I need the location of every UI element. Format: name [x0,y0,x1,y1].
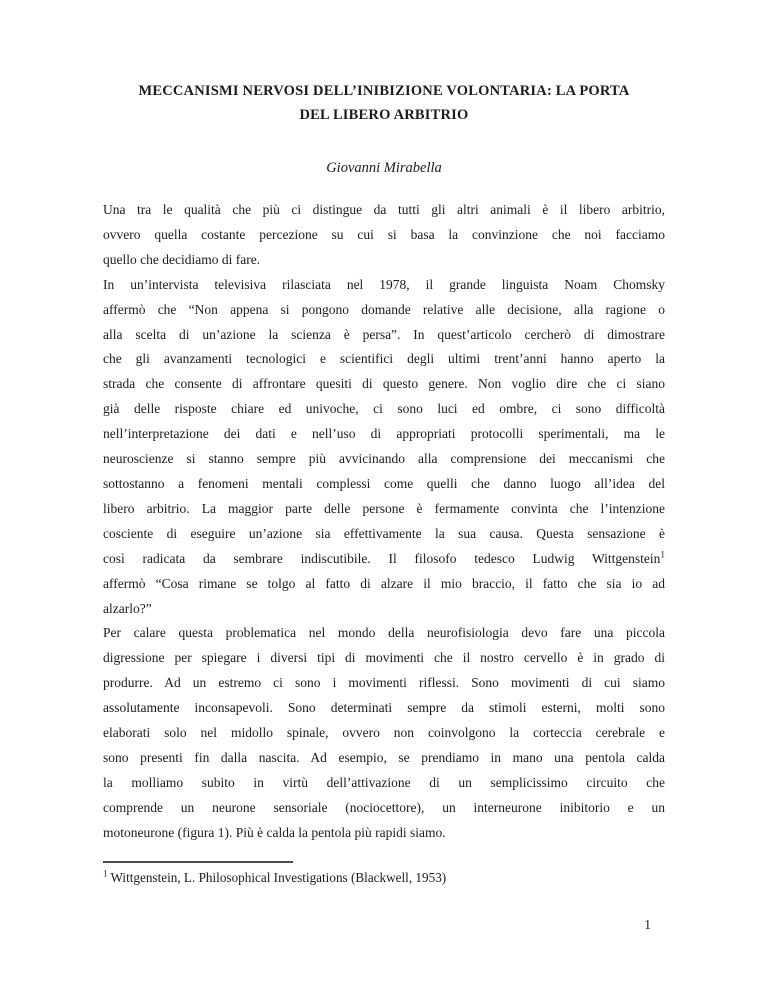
page-number: 1 [644,917,651,932]
body-line: assolutamente inconsapevoli. Sono determinati sempre da stimoli esterni, molti sono [103,700,665,716]
body-line: affermò che “Non appena si pongono domande relative alle decisione, alla ragione o [103,301,665,317]
body-line: alla scelta di un’azione la scienza è persa”. In quest’articolo cercherò di dimostrare [103,326,665,342]
body-line: neuroscienze si stanno sempre più avvicinando alla comprensione dei meccanismi che [103,451,665,467]
body-line: quello che decidiamo di fare. [103,251,261,267]
body-line: ovvero quella costante percezione su cui si basa la convinzione che noi facciamo [103,226,665,242]
body-line: motoneurone (figura 1). Più è calda la pentola più rapidi siamo. [103,824,446,840]
article-title-line-2: DEL LIBERO ARBITRIO [299,106,469,123]
body-line: affermò “Cosa rimane se tolgo al fatto di alzare il mio braccio, il fatto che sia io ad [103,575,665,591]
body-line: nell’interpretazione dei dati e nell’uso di appropriati protocolli sperimentali, ma le [103,426,665,442]
footnote [103,868,665,888]
paragraph [103,273,665,622]
doc-header [103,80,665,178]
footnote-separator [103,861,293,863]
author-name: Giovanni Mirabella [326,160,442,176]
body-line: sono presenti fin dalla nascita. Ad esempio, se prendiamo in mano una pentola calda [103,749,665,765]
footnote-text: Wittgenstein, L. Philosophical Investigations (Blackwell, 1953) [110,870,447,885]
body-line: che gli avanzamenti tecnologici e scientifici degli ultimi trent’anni hanno aperto la [103,351,665,367]
body-line: In un’intervista televisiva rilasciata nel 1978, il grande linguista Noam Chomsky [103,276,665,292]
body-line: comprende un neurone sensoriale (nociocettore), un interneurone inibitorio e un [103,799,665,815]
body-line: Una tra le qualità che più ci distingue da tutti gli altri animali è il libero arbitrio, [103,202,665,217]
body-line: digressione per spiegare i diversi tipi di movimenti che il nostro cervello è in grado di [103,650,665,666]
body-line: strada che consente di affrontare quesiti di questo genere. Non voglio dire che ci siano [103,376,665,392]
body-line: cosciente di eseguire un’azione sia effettivamente la sua causa. Questa sensazione è [103,525,665,541]
footnote-ref: 1 [660,549,665,560]
body-line: così radicata da sembrare indiscutibile. Il filosofo tedesco Ludwig Wittgenstein$^1$ [103,549,665,566]
article-body [103,198,665,846]
paragraph [103,621,665,845]
body-line: Per calare questa problematica nel mondo della neurofisiologia devo fare una piccola [103,625,665,641]
body-line: sottostanno a fenomeni mentali complessi come quelli che danno luogo all’idea del [103,475,665,491]
body-line: libero arbitrio. La maggior parte delle persone è fermamente convinta che l’intenzione [103,500,665,516]
body-line: alzarlo?” [103,600,152,616]
body-line: produrre. Ad un estremo ci sono i movimenti riflessi. Sono movimenti di cui siamo [103,675,665,691]
body-line: già delle risposte chiare ed univoche, ci sono luci ed ombre, ci sono difficoltà [103,401,665,417]
footnote-marker: 1 [103,868,108,879]
article-title [103,80,665,127]
body-line: la molliamo subito in virtù dell’attivazione di un semplicissimo circuito che [103,774,665,790]
paragraph [103,198,665,273]
body-line: elaborati solo nel midollo spinale, ovvero non coinvolgono la corteccia cerebrale e [103,725,665,741]
article-title-line-1: MECCANISMI NERVOSI DELL’INIBIZIONE VOLONTARIA: LA PORTA [138,83,630,99]
